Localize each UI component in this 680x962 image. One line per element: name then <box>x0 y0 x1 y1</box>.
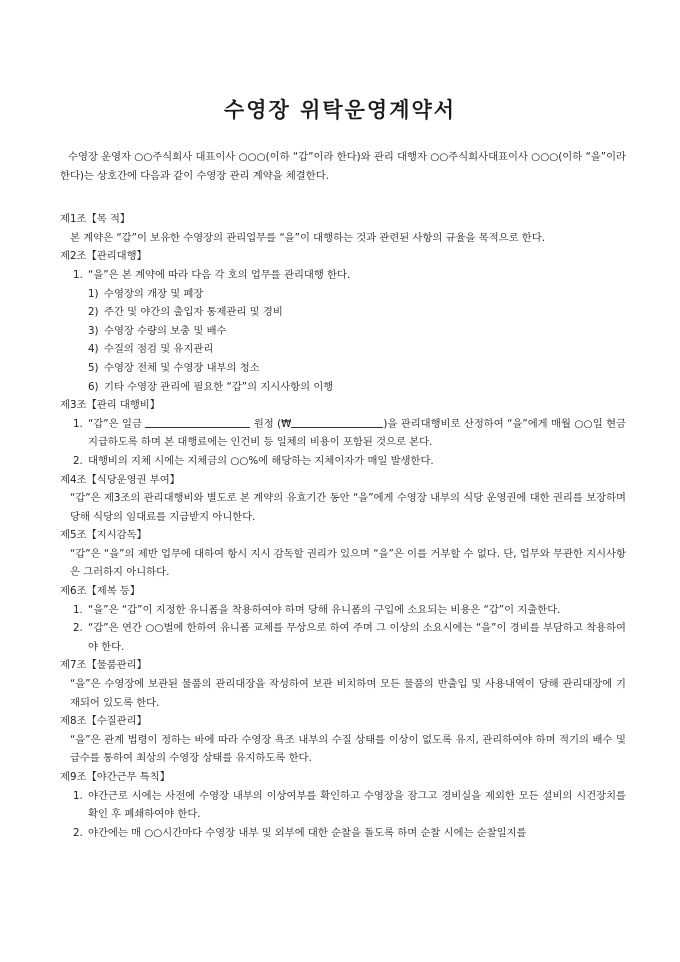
item-number: 1. <box>73 789 83 802</box>
amount-blank-korean <box>145 416 250 428</box>
article-9 <box>60 768 626 842</box>
article-2-item-1 <box>60 266 626 285</box>
item-text: “을”은 본 계약에 따라 다음 각 호의 업무를 관리대행 한다. <box>88 268 351 281</box>
article-6 <box>60 582 626 656</box>
article-1-body: 본 계약은 “갑”이 보유한 수영장의 관리업무를 “을”이 대행하는 것과 관련된 사항의 규율을 목적으로 한다. <box>70 231 545 244</box>
sub-item-text: 수영장의 개장 및 폐장 <box>104 287 204 300</box>
article-7-title: 제7조【물품관리】 <box>60 659 147 672</box>
sub-item-number: 5) <box>88 361 99 374</box>
article-4-title: 제4조【식당운영권 부여】 <box>60 473 180 486</box>
item-text: “을”은 “갑”이 지정한 유니폼을 착용하여야 하며 당해 유니폼의 구입에 소요되는 비용은 “갑”이 지출한다. <box>88 603 561 616</box>
article-3 <box>60 396 626 470</box>
item-text-part-a: “갑”은 일금 <box>88 417 142 430</box>
item-text: 야간에는 매 ○○시간마다 수영장 내부 및 외부에 대한 순찰을 돌도록 하며 순찰 시에는 순찰일지를 <box>88 826 527 839</box>
sub-item-number: 3) <box>88 324 99 337</box>
article-2-sub-item <box>60 378 626 397</box>
sub-item-number: 4) <box>88 343 99 356</box>
sub-item-text: 주간 및 야간의 출입자 통제관리 및 경비 <box>104 306 283 319</box>
article-9-item-2 <box>60 824 626 843</box>
article-2-sub-item <box>60 303 626 322</box>
article-3-title: 제3조【관리 대행비】 <box>60 399 161 412</box>
sub-item-text: 수영장 전체 및 수영장 내부의 청소 <box>104 361 260 374</box>
article-2-sub-item <box>60 322 626 341</box>
item-number: 1. <box>73 417 83 430</box>
sub-item-text: 수질의 점검 및 유지관리 <box>104 343 214 356</box>
article-6-item-1 <box>60 601 626 620</box>
document-title: 수영장 위탁운영계약서 <box>223 98 457 122</box>
sub-item-number: 2) <box>88 306 99 319</box>
item-text-part-b: 원정 (₩ <box>253 417 292 430</box>
sub-item-text: 기타 수영장 관리에 필요한 “갑”의 지시사항의 이행 <box>104 380 334 393</box>
item-text: 대행비의 지체 시에는 지체금의 ○○%에 해당하는 지체이자가 매일 발생한다. <box>88 454 434 467</box>
article-4-body: “갑”은 제3조의 관리대행비와 별도로 본 계약의 유효기간 동안 “을”에게 수영장 내부의 식당 운영권에 대한 권리를 보장하며 당해 식당의 임대료를 지급받지 아니한다. <box>70 492 626 523</box>
article-6-item-2 <box>60 619 626 656</box>
article-3-item-1 <box>60 415 626 452</box>
article-1 <box>60 210 626 247</box>
sub-item-text: 수영장 수량의 보충 및 배수 <box>104 324 227 337</box>
article-3-item-2 <box>60 452 626 471</box>
article-9-item-1 <box>60 787 626 824</box>
item-number: 2. <box>73 454 83 467</box>
intro-paragraph: 수영장 운영자 ○○주식회사 대표이사 ○○○(이하 “갑”이라 한다)와 관리 대행자 ○○주식회사대표이사 ○○○(이하 “을”이라 한다)는 상호간에 다음과 같이 수영장 관리 계약을 체결한다. <box>60 151 626 182</box>
item-number: 1. <box>73 268 83 281</box>
article-2-sub-item <box>60 285 626 304</box>
article-8-body: “을”은 관계 법령이 정하는 바에 따라 수영장 욕조 내부의 수질 상태를 이상이 없도록 유지, 관리하여야 하며 적기의 배수 및 급수를 통하여 최상의 수영장 상태를 유지하도록 한다. <box>70 733 626 765</box>
article-4 <box>60 471 626 527</box>
article-6-title: 제6조【제복 등】 <box>60 585 141 598</box>
article-2 <box>60 247 626 396</box>
article-8-title: 제8조【수질관리】 <box>60 715 147 728</box>
article-5 <box>60 526 626 582</box>
item-text: 야간근로 시에는 사전에 수영장 내부의 이상여부를 확인하고 수영장을 잠그고 경비실을 제외한 모든 설비의 시건장치를 확인 후 폐쇄하여야 한다. <box>88 789 626 821</box>
item-text-part-c: )을 관리대행비로 산정하여 “을”에게 매월 ○○일 현금 지급하도록 하며 본 대행료에는 인건비 등 일체의 비용이 포함된 것으로 본다. <box>88 417 626 449</box>
article-5-body: “갑”은 “을”의 제반 업무에 대하여 항시 지시 감독할 권리가 있으며 “을”은 이를 거부할 수 없다. 단, 업무와 무관한 지시사항은 그러하지 아니하다. <box>70 547 626 579</box>
article-2-sub-item <box>60 359 626 378</box>
article-8 <box>60 712 626 768</box>
article-7-body: “을”은 수영장에 보관된 물품의 관리대장을 작성하여 보관 비치하며 모든 물품의 반출입 및 사용내역이 당해 관리대장에 기재되어 있도록 한다. <box>70 678 626 709</box>
article-2-sub-item <box>60 340 626 359</box>
article-7 <box>60 656 626 712</box>
contract-body <box>60 148 626 842</box>
article-1-title: 제1조【목 적】 <box>60 213 131 226</box>
sub-item-number: 1) <box>88 287 99 300</box>
sub-item-number: 6) <box>88 380 99 393</box>
item-number: 1. <box>73 603 83 616</box>
item-number: 2. <box>73 826 83 839</box>
item-text: “갑”은 연간 ○○벌에 한하여 유니폼 교체를 무상으로 하여 주며 그 이상의 소요시에는 “을”이 경비를 부담하고 착용하여야 한다. <box>88 622 626 653</box>
article-2-title: 제2조【관리대행】 <box>60 250 147 263</box>
article-9-title: 제9조【야간근무 특칙】 <box>60 771 170 783</box>
item-number: 2. <box>73 622 83 635</box>
amount-blank-numeric <box>291 416 383 428</box>
article-5-title: 제5조【지시감독】 <box>60 529 147 542</box>
